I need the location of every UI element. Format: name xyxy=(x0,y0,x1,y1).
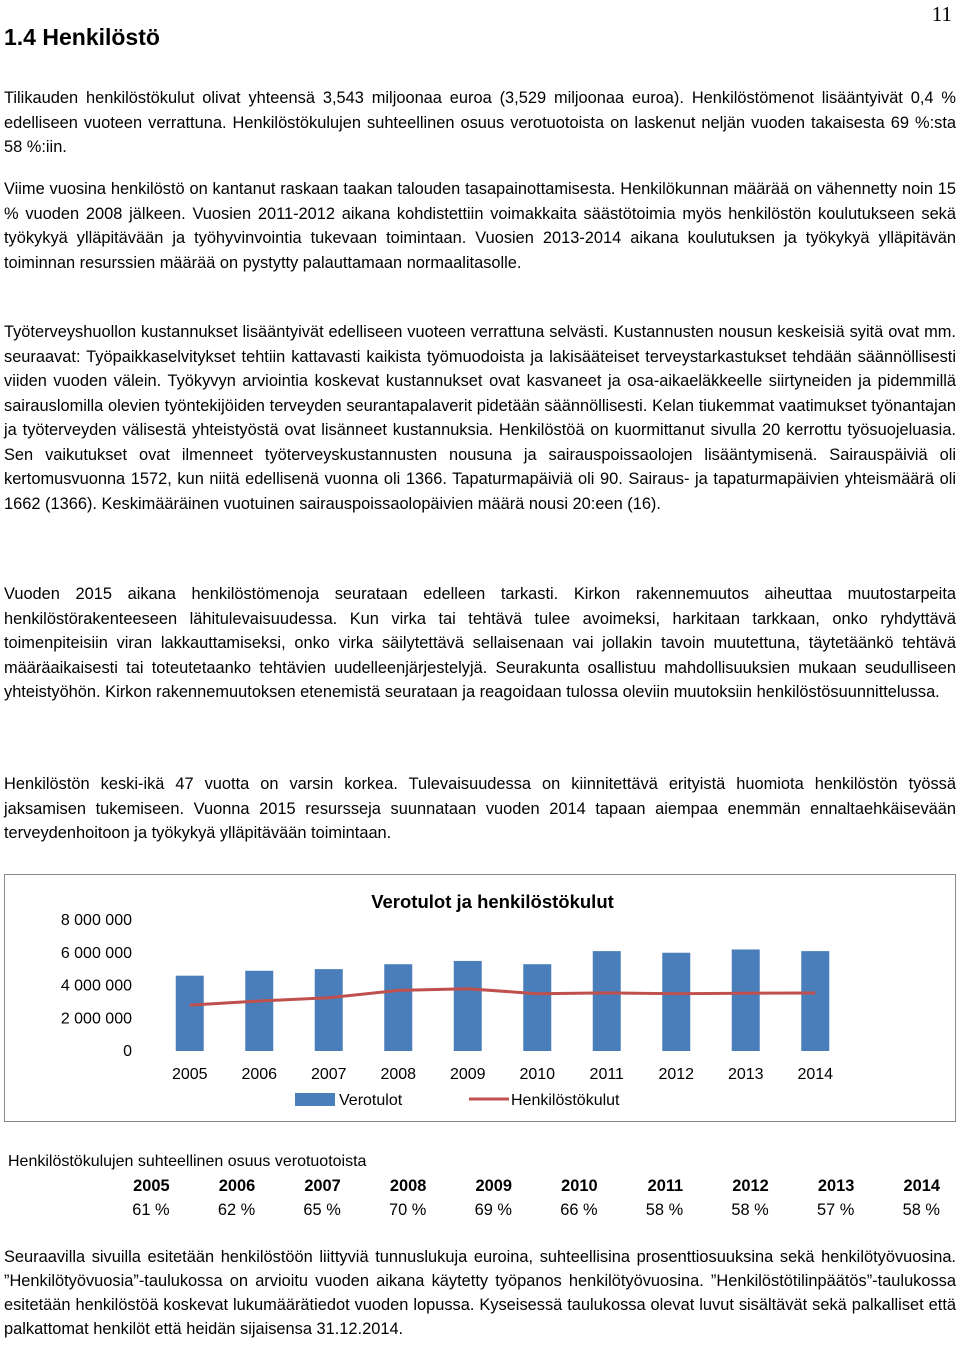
y-tick-label: 6 000 000 xyxy=(60,944,132,962)
ratio-value-2007: 65 % xyxy=(303,1200,341,1219)
y-tick-label: 8 000 000 xyxy=(60,912,132,929)
ratio-table-header-row xyxy=(90,1174,946,1198)
chart-verotulot-henkilostokulut xyxy=(4,874,956,1122)
ratio-table xyxy=(90,1174,946,1222)
x-tick-label: 2009 xyxy=(449,1066,486,1083)
ratio-table-caption: Henkilöstökulujen suhteellinen osuus verotuotoista xyxy=(8,1153,367,1170)
ratio-value-2014: 58 % xyxy=(902,1200,940,1219)
x-tick-label: 2014 xyxy=(797,1066,834,1083)
paragraph-workload: Viime vuosina henkilöstö on kantanut raskaan taakan talouden tasapainottamisesta. Henkilökunnan määrää on vähennetty noin 15 % vuoden 2008 jälkeen. Vuosien 2011-2012 aikana kohdistettiin voimakkaita säästötoimia myös henkilöstön koulutukseen sekä työkykyä ylläpitävään ja työhyvinvointia tukevaan toimintaan. Vuosien 2013-2014 aikana koulutuksen ja työkykyä ylläpitävän toiminnan resurssien määrää on pystytty palauttamaan normaalitasolle. xyxy=(4,180,956,272)
ratio-year-2008: 2008 xyxy=(389,1176,427,1195)
chart-title: Verotulot ja henkilöstökulut xyxy=(371,891,614,912)
bar-2005 xyxy=(176,976,204,1051)
chart-canvas xyxy=(5,875,955,1121)
bar-2007 xyxy=(315,969,343,1051)
x-tick-label: 2005 xyxy=(171,1066,208,1083)
bar-2010 xyxy=(523,964,551,1051)
x-tick-label: 2006 xyxy=(241,1066,278,1083)
x-tick-label: 2011 xyxy=(589,1066,624,1083)
ratio-table-value-row xyxy=(90,1198,946,1222)
ratio-year-2014: 2014 xyxy=(903,1176,940,1195)
ratio-value-2013: 57 % xyxy=(816,1200,855,1219)
ratio-year-2007: 2007 xyxy=(304,1176,341,1195)
x-tick-label: 2012 xyxy=(658,1066,695,1083)
ratio-value-2008: 70 % xyxy=(389,1200,427,1219)
bar-2011 xyxy=(593,951,621,1051)
ratio-year-2013: 2013 xyxy=(817,1176,855,1195)
bar-2013 xyxy=(732,949,760,1051)
ratio-value-2009: 69 % xyxy=(474,1200,512,1219)
paragraph-following-pages: Seuraavilla sivuilla esitetään henkilöstöön liittyviä tunnuslukuja euroina, suhteellisina prosenttiosuuksina sekä henkilötyövuosina. ”Henkilötyövuosia”-taulukossa on arvioitu vuoden aikana käytetty työpanos henkilötyövuosina. ”Henkilöstötilinpäätös”-taulukossa esitetään henkilöstöä koskevat lukumäärätiedot vuoden lopussa. Kyseisessä taulukossa olevat luvut sisältävät sekä palkalliset että palkattomat henkilöt että heidän sijaisensa 31.12.2014. xyxy=(4,1248,956,1338)
ratio-value-2012: 58 % xyxy=(731,1200,769,1219)
y-tick-label: 0 xyxy=(123,1043,132,1060)
x-tick-label: 2013 xyxy=(727,1066,764,1083)
page-number: 11 xyxy=(931,2,952,26)
paragraph-2015-outlook: Vuoden 2015 aikana henkilöstömenoja seurataan edelleen tarkasti. Kirkon rakennemuutos aiheuttaa muutostarpeita henkilöstörakenteeseen lähitulevaisuudessa. Kun virka tai tehtävä tulee avoimeksi, harkitaan tarkkaan, onko ryhdyttävä toimenpiteisiin viran lakkauttamiseksi, onko virka säilytettävä sellaisenaan vai jollakin tavoin muutettuna, täytetäänkö tehtävä määräaikaisesti tai toteutetaanko tehtävien uudelleenjärjestelyjä. Seurakunta osallistuu mahdollisuuksien mukaan seudulliseen yhteistyöhön. Kirkon rakennemuutoksen etenemistä seurataan ja reagoidaan tulossa oleviin muutoksiin henkilöstösuunnittelussa. xyxy=(4,585,956,701)
paragraph-average-age: Henkilöstön keski-ikä 47 vuotta on varsin korkea. Tulevaisuudessa on kiinnitettävä erityistä huomiota henkilöstön työssä jaksamisen tukemiseen. Vuonna 2015 resursseja suunnataan vuoden 2014 tapaan aiempaa enemmän ennaltaehkäisevään terveydenhoitoon ja työkykyä ylläpitävään toimintaan. xyxy=(4,775,956,842)
ratio-year-2011: 2011 xyxy=(647,1176,684,1195)
ratio-year-2012: 2012 xyxy=(732,1176,769,1195)
bar-2008 xyxy=(384,964,412,1051)
ratio-year-2009: 2009 xyxy=(475,1176,512,1195)
x-tick-label: 2010 xyxy=(519,1066,556,1083)
ratio-year-2005: 2005 xyxy=(133,1176,170,1195)
ratio-value-2005: 61 % xyxy=(132,1200,170,1219)
ratio-year-2010: 2010 xyxy=(561,1176,598,1195)
y-tick-label: 2 000 000 xyxy=(60,1010,132,1028)
bar-2012 xyxy=(662,953,690,1051)
bar-2014 xyxy=(801,951,829,1051)
x-tick-label: 2007 xyxy=(310,1066,347,1083)
ratio-value-2006: 62 % xyxy=(217,1200,256,1219)
bar-2009 xyxy=(454,961,482,1051)
y-tick-label: 4 000 000 xyxy=(60,977,132,995)
section-title: 1.4 Henkilöstö xyxy=(4,24,160,50)
x-tick-label: 2008 xyxy=(380,1066,417,1083)
ratio-value-2010: 66 % xyxy=(560,1200,598,1219)
legend-label-henkilostokulut: Henkilöstökulut xyxy=(511,1092,620,1109)
legend-swatch-verotulot xyxy=(295,1093,335,1106)
bar-2006 xyxy=(245,971,273,1051)
ratio-year-2006: 2006 xyxy=(218,1176,256,1195)
ratio-value-2011: 58 % xyxy=(645,1200,684,1219)
paragraph-occupational-health: Työterveyshuollon kustannukset lisääntyivät edelliseen vuoteen verrattuna selvästi. Kustannusten nousun keskeisiä syitä ovat mm. seuraavat: Työpaikkaselvitykset tehtiin kattavasti kaikista työmuodoista ja lakisääteiset terveystarkastukset tehdään säännöllisesti viiden vuoden välein. Työkyvyn arviointia koskevat kustannukset ovat kasvaneet ja osa-aikaeläkkeelle siirtyneiden ja pidemmillä sairauslomilla olevien työntekijöiden terveyden seurantapalaverit pidetään säännöllisesti. Kelan tiukemmat vaatimukset työnantajan ja työterveyden välisestä yhteistyöstä ovat lisänneet kustannuksia. Henkilöstöä on kuormittanut sivulla 20 kerrottu työsuojeluasia. Sen vaikutukset ovat ilmenneet työterveyskustannusten nousuna ja sairauspoissaolojen lisääntymisenä. Sairauspäiviä oli kertomusvuonna 1572, kun niitä edellisenä vuonna oli 1366. Tapaturmapäiviä oli 90. Sairaus- ja tapaturmapäivien yhteismäärä oli 1662 (1366). Keskimääräinen vuotuinen sairauspoissaolopäivien määrä nousi 20:een (16). xyxy=(4,323,956,513)
paragraph-costs: Tilikauden henkilöstökulut olivat yhteensä 3,543 miljoonaa euroa (3,529 miljoonaa euroa). Henkilöstömenot lisääntyivät 0,4 % edelliseen vuoteen verrattuna. Henkilöstökulujen suhteellinen osuus verotuotoista on laskenut neljän vuoden takaisesta 69 %:sta 58 %:iin. xyxy=(4,89,956,156)
legend-label-verotulot: Verotulot xyxy=(339,1092,403,1109)
line-series-henkilostokulut xyxy=(190,989,816,1005)
